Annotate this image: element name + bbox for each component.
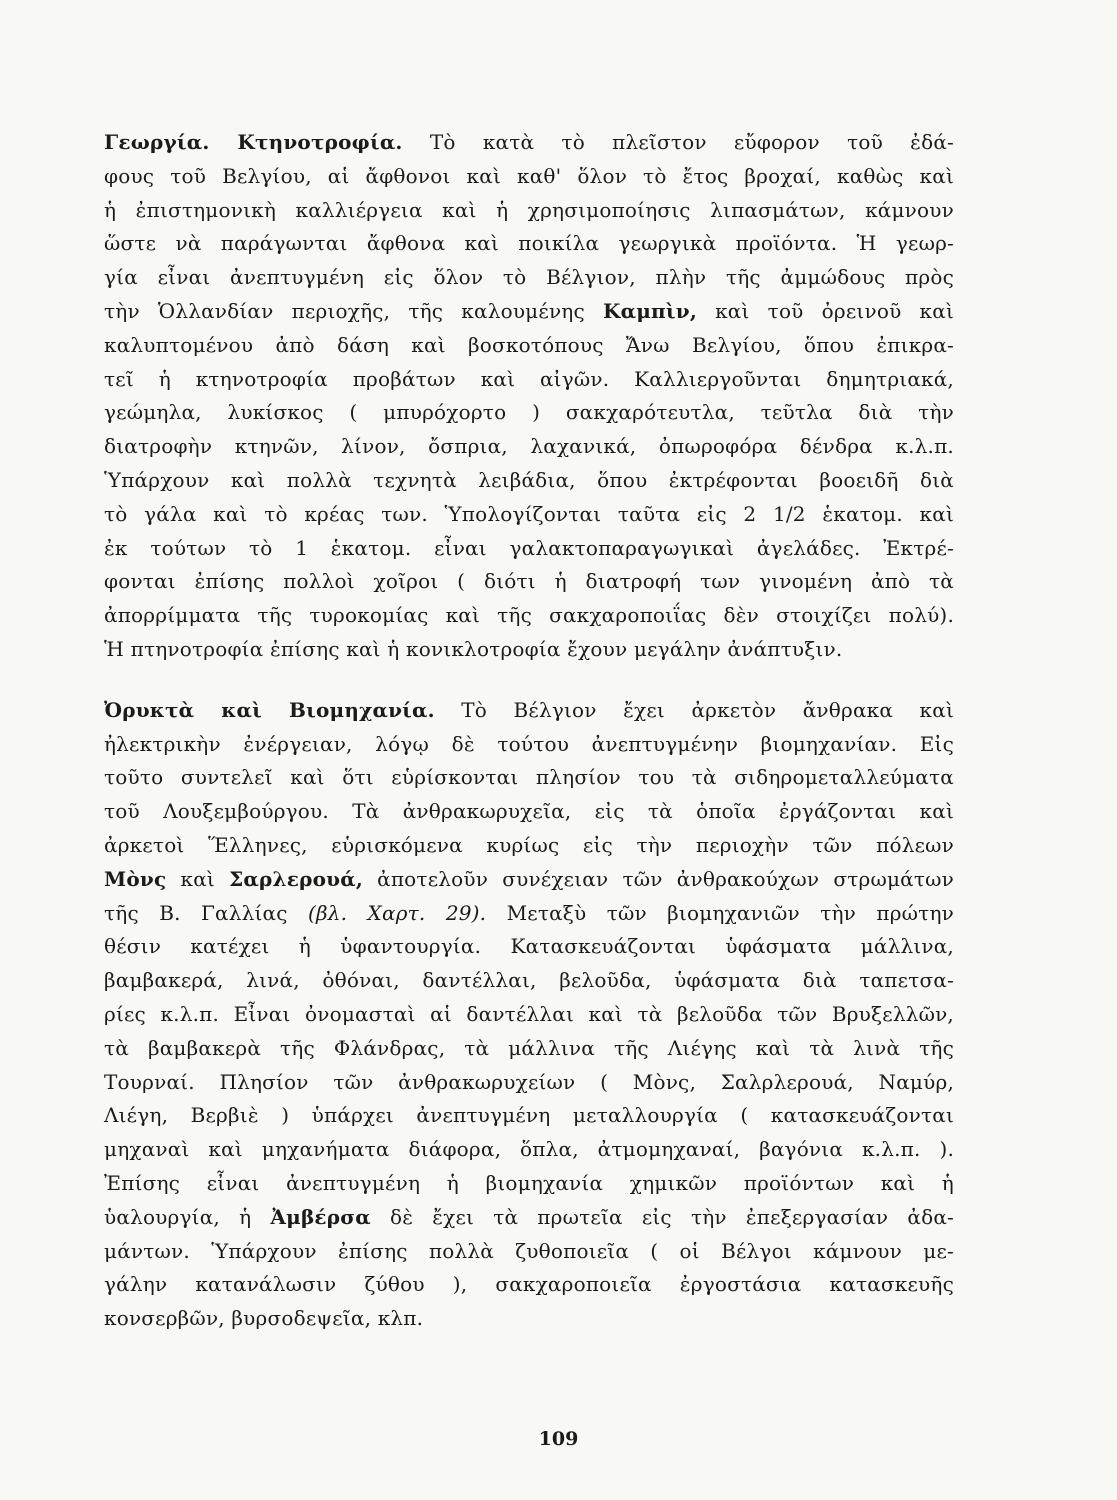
text-run: κονσερβῶν, βυρσοδεψεῖα, κλπ.: [104, 1306, 424, 1331]
text-run: Ἐπίσης εἶναι ἀνεπτυγμένη ἡ βιομηχανία χημικῶν προϊόντων καὶ ἡ: [104, 1170, 954, 1195]
text-run: βαμβακερά, λινά, ὀθόναι, δαντέλλαι, βελοῦδα, ὑφάσματα διὰ ταπετσα-: [104, 968, 954, 993]
bold-term: Σαρλερουά,: [229, 866, 363, 891]
text-block: [104, 126, 954, 1336]
text-line: [104, 761, 954, 795]
text-line: [104, 728, 954, 762]
text-run: φους τοῦ Βελγίου, αἱ ἄφθονοι καὶ καθ' ὅλον τὸ ἔτος βροχαί, καθὼς καὶ: [104, 163, 954, 188]
text-run: δὲ ἔχει τὰ πρωτεῖα εἰς τὴν ἐπεξεργασίαν ἀδα-: [370, 1204, 954, 1229]
text-run: ὥστε νὰ παράγωνται ἄφθονα καὶ ποικίλα γεωργικὰ προϊόντα. Ἡ γεωρ-: [104, 231, 954, 256]
bold-term: Ἀμβέρσα: [270, 1204, 371, 1229]
text-line: [104, 295, 954, 329]
text-line: [104, 633, 954, 667]
bold-term: Γεωργία. Κτηνοτροφία.: [104, 130, 403, 154]
text-run: γεώμηλα, λυκίσκος ( μπυρόχορτο ) σακχαρότευτλα, τεῦτλα διὰ τὴν: [104, 400, 954, 425]
text-run: Τουρναί. Πλησίον τῶν ἀνθρακωρυχείων ( Μὸνς, Σαλρλερουά, Ναμύρ,: [104, 1069, 954, 1094]
text-line: [104, 1235, 954, 1269]
text-line: [104, 565, 954, 599]
text-run: Λιέγη, Βερβιὲ ) ὑπάρχει ἀνεπτυγμένη μεταλλουργία ( κατασκευάζονται: [104, 1103, 954, 1128]
text-run: ὑαλουργία, ἡ: [104, 1204, 271, 1229]
text-line: [104, 498, 954, 532]
text-run: Ἡ πτηνοτροφία ἐπίσης καὶ ἡ κονικλοτροφία ἔχουν μεγάλην ἀνάπτυξιν.: [104, 636, 843, 661]
text-run: Τὸ Βέλγιον ἔχει ἀρκετὸν ἄνθρακα καὶ: [434, 697, 954, 722]
page-number: 109: [538, 1428, 579, 1450]
text-run: τὸ γάλα καὶ τὸ κρέας των. Ὑπολογίζονται ταῦτα εἰς 2 1/2 ἑκατομ. καὶ: [104, 501, 954, 526]
text-run: ἀπορρίμματα τῆς τυροκομίας καὶ τῆς σακχαροποιΐας δὲν στοιχίζει πολύ).: [104, 603, 954, 628]
text-line: [104, 930, 954, 964]
text-line: [104, 430, 954, 464]
text-line: [104, 194, 954, 228]
text-line: [104, 1302, 954, 1336]
text-line: [104, 464, 954, 498]
text-line: [104, 1268, 954, 1302]
text-run: Ὑπάρχουν καὶ πολλὰ τεχνητὰ λειβάδια, ὅπου ἐκτρέφονται βοοειδῆ διὰ: [104, 467, 954, 492]
section-agriculture: [104, 126, 954, 667]
text-line: [104, 1201, 954, 1235]
text-run: τοῦ Λουξεμβούργου. Τὰ ἀνθρακωρυχεῖα, εἰς τὰ ὁποῖα ἐργάζονται καὶ: [104, 799, 954, 824]
text-line: [104, 1133, 954, 1167]
section-minerals-industry: [104, 694, 954, 1336]
text-run: Τὸ κατὰ τὸ πλεῖστον εὔφορον τοῦ ἐδά-: [402, 130, 954, 154]
text-run: ἡ ἐπιστημονικὴ καλλιέργεια καὶ ἡ χρησιμοποίησις λιπασμάτων, κάμνουν: [104, 197, 954, 222]
text-run: τοῦτο συντελεῖ καὶ ὅτι εὑρίσκονται πλησίον του τὰ σιδηρομεταλλεύματα: [104, 765, 954, 790]
text-run: μάντων. Ὑπάρχουν ἐπίσης πολλὰ ζυθοποιεῖα ( οἱ Βέλγοι κάμνουν με-: [104, 1238, 954, 1263]
text-line: [104, 863, 954, 897]
bold-term: Ὀρυκτὰ καὶ Βιομηχανία.: [104, 697, 435, 722]
text-line: [104, 694, 954, 728]
text-run: γάλην κατανάλωσιν ζύθου ), σακχαροποιεῖα ἐργοστάσια κατασκευῆς: [104, 1272, 954, 1297]
text-line: [104, 532, 954, 566]
text-run: ρίες κ.λ.π. Εἶναι ὀνομασταὶ αἱ δαντέλλαι καὶ τὰ βελοῦδα τῶν Βρυξελλῶν,: [104, 1001, 954, 1026]
bold-term: Μὸνς: [104, 866, 167, 891]
bold-term: Καμπὶν,: [603, 298, 697, 323]
text-line: [104, 795, 954, 829]
text-run: καὶ τοῦ ὀρεινοῦ καὶ: [696, 298, 954, 323]
text-run: ἀποτελοῦν συνέχειαν τῶν ἀνθρακούχων στρωμάτων: [362, 866, 954, 891]
text-run: διατροφὴν κτηνῶν, λίνον, ὄσπρια, λαχανικά, ὀπωροφόρα δένδρα κ.λ.π.: [104, 434, 954, 459]
text-run: ἀρκετοὶ Ἕλληνες, εὑρισκόμενα κυρίως εἰς τὴν περιοχὴν τῶν πόλεων: [104, 832, 954, 857]
text-run: ἠλεκτρικὴν ἐνέργειαν, λόγῳ δὲ τούτου ἀνεπτυγμένην βιομηχανίαν. Εἰς: [104, 731, 954, 756]
text-line: [104, 1066, 954, 1100]
text-line: [104, 1099, 954, 1133]
text-run: ἐκ τούτων τὸ 1 ἑκατομ. εἶναι γαλακτοπαραγωγικαὶ ἀγελάδες. Ἐκτρέ-: [104, 535, 954, 560]
text-line: [104, 329, 954, 363]
text-line: [104, 227, 954, 261]
text-run: καὶ: [166, 866, 230, 891]
text-line: [104, 363, 954, 397]
text-line: [104, 897, 954, 931]
italic-reference: (βλ. Χαρτ. 29).: [308, 900, 487, 925]
text-run: τὴν Ὁλλανδίαν περιοχῆς, τῆς καλουμένης: [104, 298, 604, 323]
text-line: [104, 1032, 954, 1066]
text-run: φονται ἐπίσης πολλοὶ χοῖροι ( διότι ἡ διατροφή των γινομένη ἀπὸ τὰ: [104, 569, 954, 594]
text-run: καλυπτομένου ἀπὸ δάση καὶ βοσκοτόπους Ἄνω Βελγίου, ὅπου ἐπικρα-: [104, 332, 954, 357]
text-line: [104, 964, 954, 998]
text-run: θέσιν κατέχει ἡ ὑφαντουργία. Κατασκευάζονται ὑφάσματα μάλλινα,: [104, 934, 954, 959]
paragraph-gap: [104, 667, 954, 694]
text-run: τὰ βαμβακερὰ τῆς Φλάνδρας, τὰ μάλλινα τῆς Λιέγης καὶ τὰ λινὰ τῆς: [104, 1035, 954, 1060]
text-line: [104, 998, 954, 1032]
text-run: Μεταξὺ τῶν βιομηχανιῶν τὴν πρώτην: [486, 900, 954, 925]
text-line: [104, 599, 954, 633]
text-line: [104, 1167, 954, 1201]
text-line: [104, 396, 954, 430]
text-run: γία εἶναι ἀνεπτυγμένη εἰς ὅλον τὸ Βέλγιον, πλὴν τῆς ἀμμώδους πρὸς: [104, 265, 954, 290]
text-line: [104, 160, 954, 194]
text-line: [104, 829, 954, 863]
text-line: [104, 261, 954, 295]
text-run: τεῖ ἡ κτηνοτροφία προβάτων καὶ αἰγῶν. Καλλιεργοῦνται δημητριακά,: [104, 366, 954, 391]
text-run: τῆς Β. Γαλλίας: [104, 900, 309, 925]
text-run: μηχαναὶ καὶ μηχανήματα διάφορα, ὅπλα, ἀτμομηχαναί, βαγόνια κ.λ.π. ).: [104, 1137, 954, 1162]
text-line: [104, 126, 954, 160]
